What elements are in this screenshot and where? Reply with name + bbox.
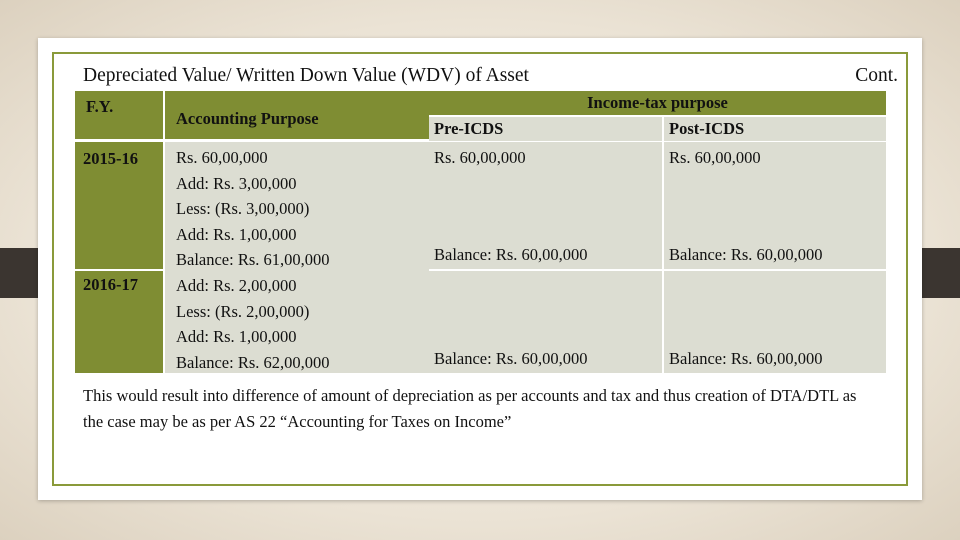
post-icds-balance: Balance: Rs. 60,00,000 bbox=[669, 349, 823, 369]
accounting-cell bbox=[165, 142, 429, 373]
subheader-post-icds: Post-ICDS bbox=[664, 117, 886, 141]
slide bbox=[38, 38, 922, 500]
subheader-pre-icds: Pre-ICDS bbox=[429, 117, 662, 141]
slide-title: Depreciated Value/ Written Down Value (WDV) of Asset bbox=[83, 65, 529, 86]
pre-icds-cell-2016-17 bbox=[429, 271, 662, 373]
cont-label: Cont. bbox=[855, 65, 898, 86]
accounting-line: Add: Rs. 2,00,000 bbox=[176, 275, 297, 295]
post-icds-cell-2015-16 bbox=[664, 142, 886, 269]
pre-icds-balance: Balance: Rs. 60,00,000 bbox=[434, 349, 588, 369]
post-icds-balance: Balance: Rs. 60,00,000 bbox=[669, 245, 823, 265]
accounting-line: Less: (Rs. 3,00,000) bbox=[176, 199, 310, 219]
pre-icds-opening: Rs. 60,00,000 bbox=[434, 148, 526, 167]
pre-icds-balance: Balance: Rs. 60,00,000 bbox=[434, 245, 588, 265]
fy-cell-2015-16: 2015-16 bbox=[75, 142, 163, 269]
accounting-line: Add: Rs. 3,00,000 bbox=[176, 173, 297, 193]
accounting-line: Add: Rs. 1,00,000 bbox=[176, 224, 297, 244]
header-accounting: Accounting Purpose bbox=[165, 91, 429, 139]
accounting-line: Balance: Rs. 62,00,000 bbox=[176, 352, 330, 372]
footer-note: This would result into difference of amount of depreciation as per accounts and tax and thus creation of DTA/DTL as the case may be as per AS 22 “Accounting for Taxes on Income” bbox=[83, 386, 857, 431]
fy-cell-2016-17: 2016-17 bbox=[75, 271, 163, 373]
pre-icds-cell-2015-16 bbox=[429, 142, 662, 269]
header-income-tax: Income-tax purpose bbox=[429, 91, 886, 115]
post-icds-cell-2016-17 bbox=[664, 271, 886, 373]
accounting-line: Rs. 60,00,000 bbox=[176, 148, 268, 167]
header-fy: F.Y. bbox=[75, 91, 163, 139]
left-side-tab bbox=[0, 248, 42, 298]
accounting-line: Add: Rs. 1,00,000 bbox=[176, 327, 297, 347]
post-icds-opening: Rs. 60,00,000 bbox=[669, 148, 761, 167]
accounting-line: Balance: Rs. 61,00,000 bbox=[176, 250, 330, 270]
accounting-line: Less: (Rs. 2,00,000) bbox=[176, 301, 310, 321]
